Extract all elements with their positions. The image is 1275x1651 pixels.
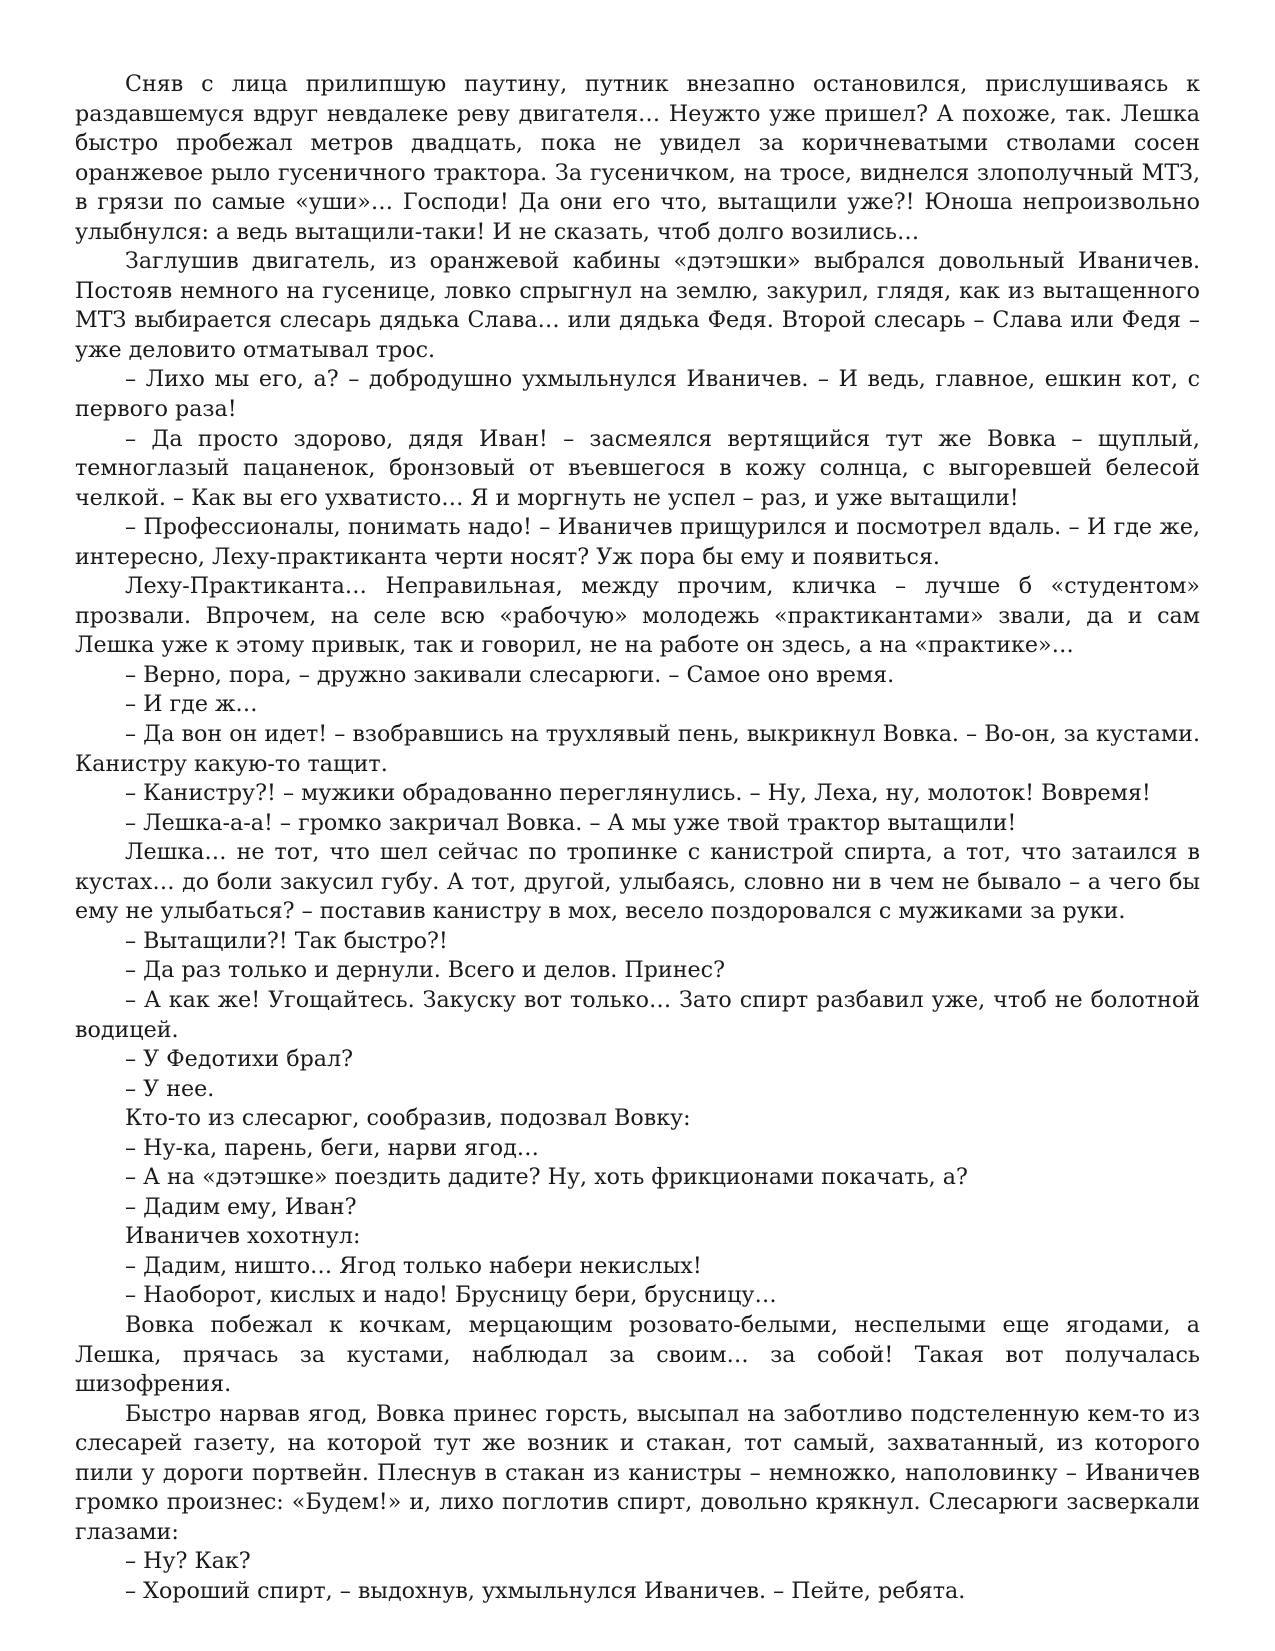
paragraph: – Ну-ка, парень, беги, нарви ягод… — [125, 1134, 539, 1161]
paragraph: – Верно, пора, – дружно закивали слесарюги. – Самое оно время. — [125, 661, 895, 688]
paragraph: Кто-то из слесарюг, сообразив, подозвал Вовку: — [125, 1105, 691, 1132]
paragraph: Быстро нарвав ягод, Вовка принес горсть, высыпал на заботливо подстеленную кем-то из слесарей газету, на которой тут же возник и стакан, тот самый, захватанный, из которого пили у дороги портвейн. Плеснув в стакан из канистры – немножко, наполовинку – Иваничев громко произнес: «Будем!» и, лихо поглотив спирт, довольно крякнул. Слесарюги засверкали глазами: — [75, 1400, 1200, 1545]
paragraph: – Канистру?! – мужики обрадованно переглянулись. – Ну, Леха, ну, молоток! Вовремя! — [125, 780, 1151, 807]
document-page — [75, 70, 1200, 1606]
paragraph: – Дадим ему, Иван? — [125, 1193, 357, 1220]
paragraph: – Наоборот, кислых и надо! Брусницу бери, брусницу… — [125, 1282, 777, 1309]
paragraph: – А как же! Угощайтесь. Закуску вот только… Зато спирт разбавил уже, чтоб не болотной водицей. — [75, 986, 1200, 1043]
paragraph: Сняв с лица прилипшую паутину, путник внезапно остановился, прислушиваясь к раздавшемуся вдруг невдалеке реву двигателя… Неужто уже пришел? А похоже, так. Лешка быстро пробежал метров двадцать, пока не увидел за коричневатыми стволами сосен оранжевое рыло гусеничного трактора. За гусеничком, на тросе, виднелся злополучный МТЗ, в грязи по самые «уши»… Господи! Да они его что, вытащили уже?! Юноша непроизвольно улыбнулся: а ведь вытащили-таки! И не сказать, чтоб долго возились… — [75, 71, 1200, 245]
paragraph: – Да просто здорово, дядя Иван! – засмеялся вертящийся тут же Вовка – щуплый, темноглазый пацаненок, бронзовый от въевшегося в кожу солнца, с выгоревшей белесой челкой. – Как вы его ухватисто… Я и моргнуть не успел – раз, и уже вытащили! — [75, 425, 1200, 511]
paragraph: – Дадим, ништо… Ягод только набери некислых! — [125, 1252, 702, 1279]
paragraph: Вовка побежал к кочкам, мерцающим розовато-белыми, неспелыми еще ягодами, а Лешка, прячась за кустами, наблюдал за своим… за собой! Такая вот получалась шизофрения. — [75, 1311, 1200, 1398]
paragraph: – А на «дэтэшке» поездить дадите? Ну, хоть фрикционами покачать, а? — [125, 1164, 968, 1191]
paragraph: – Хороший спирт, – выдохнув, ухмыльнулся Иваничев. – Пейте, ребята. — [125, 1577, 966, 1604]
paragraph: – Лешка-а-а! – громко закричал Вовка. – А мы уже твой трактор вытащили! — [125, 809, 1017, 836]
paragraph: Леху-Практиканта… Неправильная, между прочим, кличка – лучше б «студентом» прозвали. Впрочем, на селе всю «рабочую» молодежь «практикантами» звали, да и сам Лешка уже к этому привык, так и говорил, не на работе он здесь, а на «практике»… — [75, 573, 1200, 659]
paragraph: – Да вон он идет! – взобравшись на трухлявый пень, выкрикнул Вовка. – Во-он, за кустами. Канистру какую-то тащит. — [75, 721, 1200, 777]
paragraph: – Вытащили?! Так быстро?! — [125, 927, 448, 954]
paragraph: – У Федотихи брал? — [125, 1046, 353, 1073]
paragraph: Лешка… не тот, что шел сейчас по тропинке с канистрой спирта, а тот, что затаился в кустах… до боли закусил губу. А тот, другой, улыбаясь, словно ни в чем не бывало – а чего бы ему не улыбаться? – поставив канистру в мох, весело поздоровался с мужиками за руки. — [75, 839, 1200, 925]
paragraph: – Да раз только и дернули. Всего и делов. Принес? — [125, 957, 725, 984]
paragraph: – Ну? Как? — [125, 1548, 251, 1575]
paragraph: Заглушив двигатель, из оранжевой кабины «дэтэшки» выбрался довольный Иваничев. Постояв немного на гусенице, ловко спрыгнул на землю, закурил, глядя, как из вытащенного МТЗ выбирается слесарь дядька Слава… или дядька Федя. Второй слесарь – Слава или Федя – уже деловито отматывал трос. — [75, 248, 1200, 363]
paragraph: – У нее. — [125, 1075, 215, 1102]
paragraph: – Лихо мы его, а? – добродушно ухмыльнулся Иваничев. – И ведь, главное, ешкин кот, с первого раза! — [75, 366, 1200, 423]
paragraph: – Профессионалы, понимать надо! – Иваничев прищурился и посмотрел вдаль. – И где же, интересно, Леху-практиканта черти носят? Уж пора бы ему и появиться. — [75, 514, 1200, 570]
paragraph: – И где ж… — [125, 691, 258, 718]
paragraph: Иваничев хохотнул: — [125, 1223, 361, 1250]
